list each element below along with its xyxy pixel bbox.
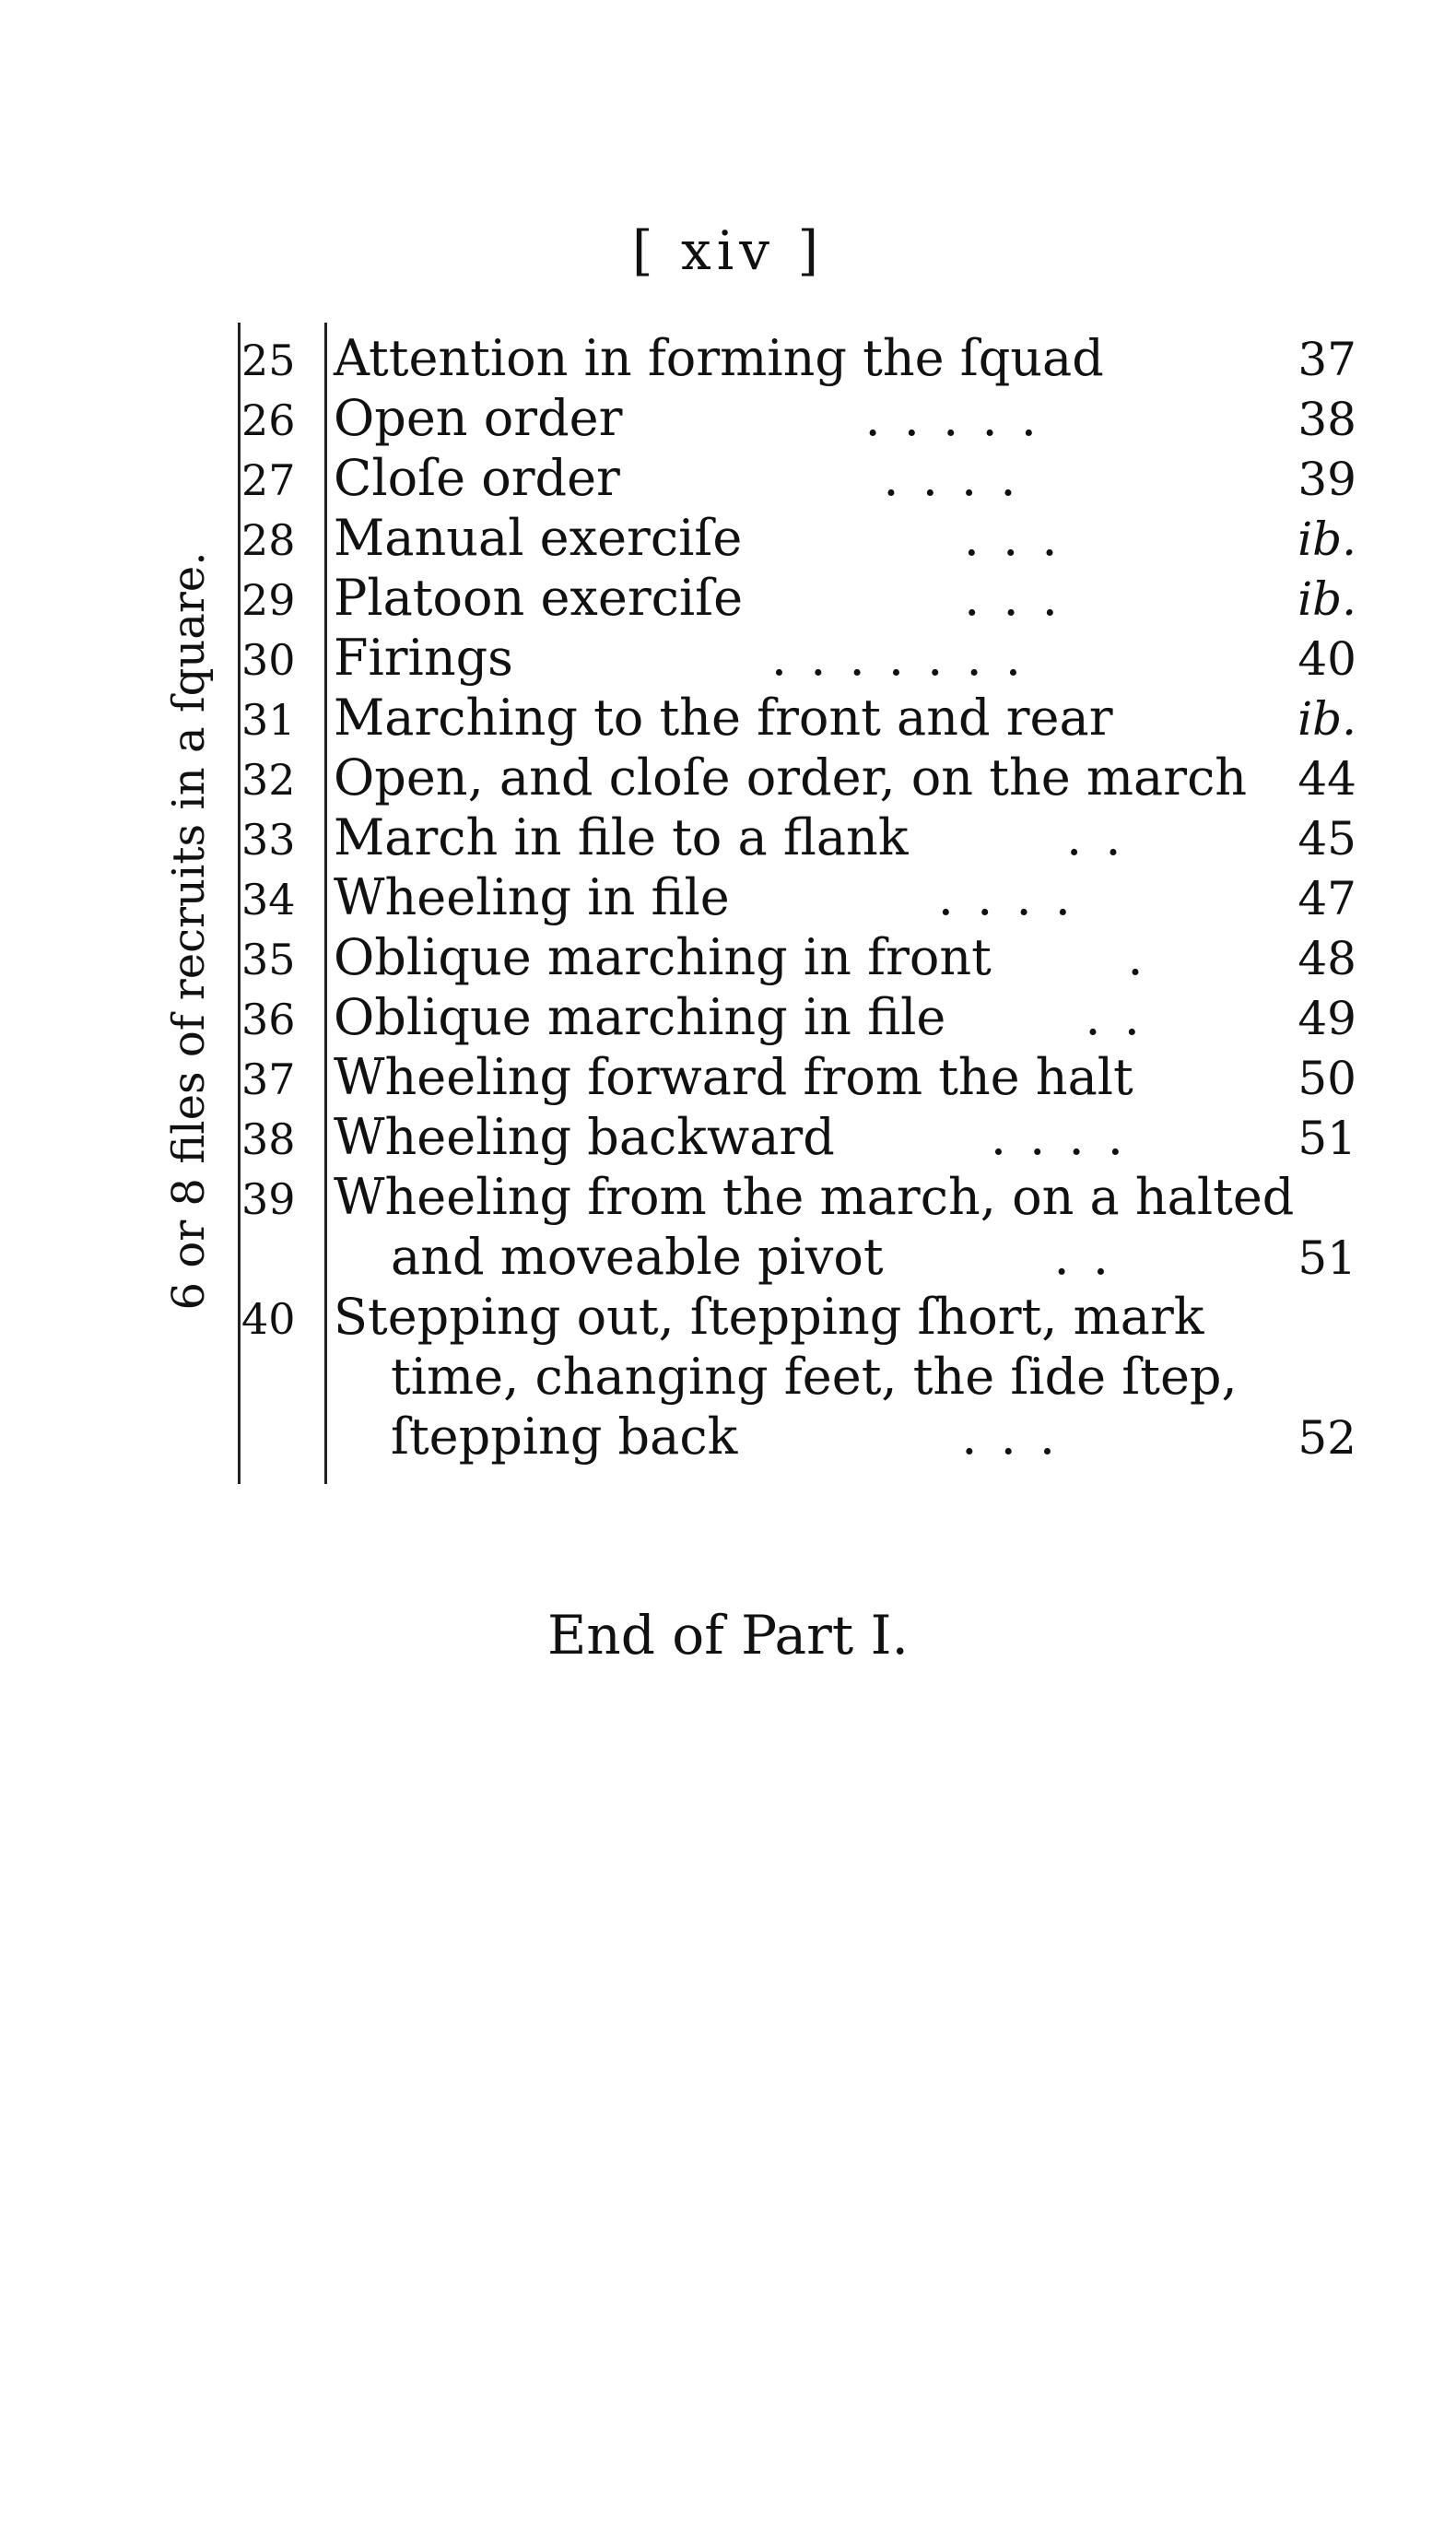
leader-dots: . . (1066, 808, 1125, 866)
entry-title: Firings (334, 629, 513, 687)
entry-title: Marching to the front and rear (334, 689, 1113, 747)
entry-page: 38 (1297, 393, 1356, 446)
toc-entry (241, 1287, 1356, 1347)
entry-page: 52 (1297, 1411, 1356, 1465)
table-of-contents (241, 328, 1356, 1466)
toc-entry (241, 927, 1356, 987)
entry-page: 47 (1297, 872, 1356, 925)
entry-title: Manual exerciſe (334, 509, 743, 567)
leader-dots: . . (1085, 988, 1144, 1046)
leader-dots: . . . (964, 569, 1062, 627)
entry-title: Open, and cloſe order, on the march (334, 748, 1248, 807)
entry-title: time, changing feet, the ſide ſtep, (391, 1348, 1238, 1406)
toc-entry-continuation (241, 1407, 1356, 1466)
entry-number: 29 (241, 575, 296, 625)
page-header: [ xiv ] (631, 219, 825, 282)
entry-title: Cloſe order (334, 449, 620, 507)
entry-number: 36 (241, 995, 296, 1044)
entry-number: 28 (241, 515, 296, 565)
entry-number: 32 (241, 755, 296, 805)
entry-number: 40 (241, 1294, 296, 1344)
entry-title: Oblique marching in file (334, 988, 946, 1046)
entry-page: 45 (1297, 812, 1356, 866)
leader-dots: . . (1053, 1228, 1113, 1286)
entry-page: ib. (1297, 692, 1356, 746)
entry-number: 25 (241, 336, 296, 385)
entry-title: Wheeling backward (334, 1108, 835, 1166)
toc-entry (241, 388, 1356, 448)
leader-dots: . . . (961, 1407, 1060, 1466)
leader-dots: . . . (963, 509, 1062, 567)
left-rule (238, 323, 241, 1484)
entry-page: 50 (1297, 1052, 1356, 1105)
toc-entry (241, 688, 1356, 748)
entry-title: ſtepping back (391, 1407, 738, 1466)
toc-entry (241, 1047, 1356, 1107)
entry-number: 37 (241, 1054, 296, 1104)
entry-title: Attention in forming the ſquad (334, 329, 1104, 387)
toc-entry (241, 628, 1356, 688)
leader-dots: . . . . . (864, 389, 1040, 447)
entry-number: 31 (241, 695, 296, 745)
entry-title: and moveable pivot (391, 1228, 884, 1286)
leader-dots: . (1127, 928, 1147, 986)
entry-page: 51 (1297, 1231, 1356, 1285)
leader-dots: . . . . (883, 449, 1020, 507)
entry-page: 44 (1297, 752, 1356, 806)
entry-page: ib. (1297, 512, 1356, 566)
entry-title: Open order (334, 389, 623, 447)
toc-entry (241, 448, 1356, 508)
entry-title: Wheeling in file (334, 868, 730, 926)
entry-page: 49 (1297, 992, 1356, 1045)
entry-page: 37 (1297, 333, 1356, 386)
end-of-part-text: End of Part I. (547, 1604, 909, 1667)
toc-entry (241, 508, 1356, 568)
leader-dots: . . . . (990, 1108, 1127, 1166)
entry-title: Wheeling forward from the halt (334, 1048, 1133, 1106)
entry-page: 39 (1297, 453, 1356, 506)
entry-title: Wheeling from the march, on a halted (334, 1168, 1295, 1226)
toc-entry-continuation (241, 1347, 1356, 1407)
toc-entry (241, 987, 1356, 1047)
entry-number: 38 (241, 1114, 296, 1164)
entry-number: 34 (241, 875, 296, 925)
entry-title: Oblique marching in front (334, 928, 992, 986)
leader-dots: . . . . . . . (770, 629, 1026, 687)
toc-entry (241, 568, 1356, 628)
toc-entry (241, 328, 1356, 388)
entry-page: ib. (1297, 572, 1356, 626)
toc-entry (241, 1107, 1356, 1167)
entry-number: 30 (241, 635, 296, 685)
entry-number: 33 (241, 815, 296, 865)
toc-entry (241, 1167, 1356, 1227)
entry-title: March in file to a flank (334, 808, 909, 866)
side-label-container (138, 479, 240, 1383)
toc-entry (241, 807, 1356, 867)
toc-entry-continuation (241, 1227, 1356, 1287)
entry-page: 48 (1297, 932, 1356, 985)
entry-number: 27 (241, 455, 296, 505)
entry-page: 51 (1297, 1112, 1356, 1165)
entry-number: 26 (241, 395, 296, 445)
toc-entry (241, 867, 1356, 927)
toc-entry (241, 748, 1356, 807)
entry-number: 35 (241, 935, 296, 984)
entry-number: 39 (241, 1174, 296, 1224)
entry-page: 40 (1297, 632, 1356, 686)
leader-dots: . . . . (937, 868, 1074, 926)
entry-title: Platoon exerciſe (334, 569, 744, 627)
side-label: 6 or 8 files of recruits in a ſquare. (163, 551, 215, 1311)
entry-title: Stepping out, ſtepping ſhort, mark (334, 1288, 1204, 1346)
